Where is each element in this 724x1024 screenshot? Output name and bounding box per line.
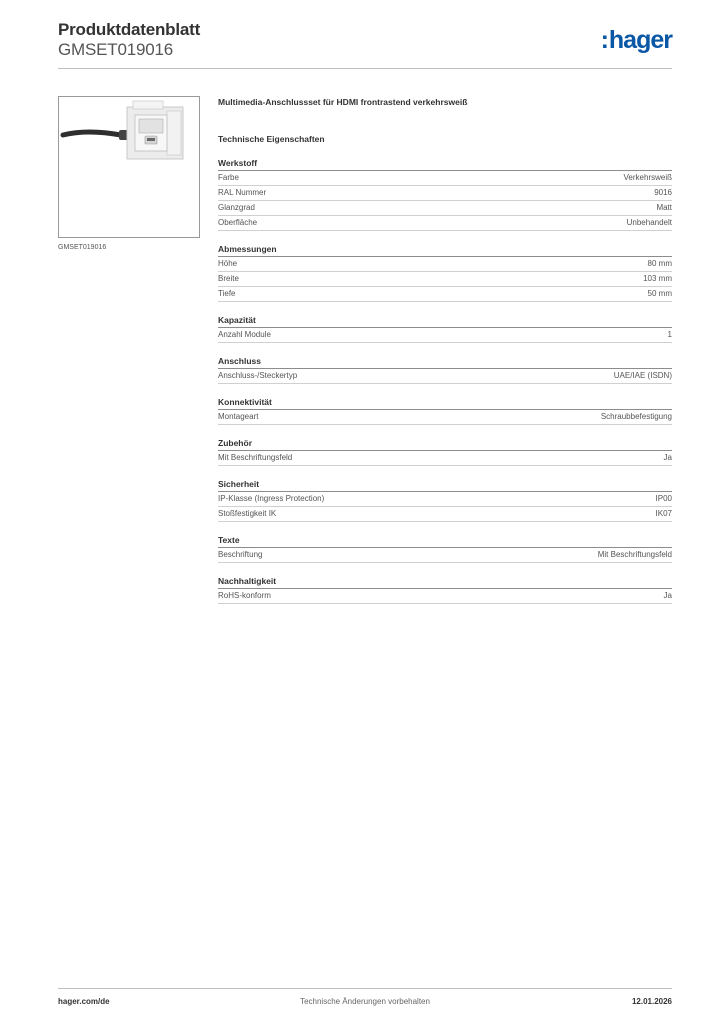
section-title: Kapazität [218, 314, 672, 328]
article-number: GMSET019016 [58, 40, 173, 59]
property-value: UAE/IAE (ISDN) [613, 371, 672, 380]
image-caption: GMSET019016 [58, 244, 107, 251]
product-image [58, 96, 200, 238]
property-section [218, 396, 672, 425]
property-label: Farbe [218, 173, 239, 182]
property-value: 1 [667, 330, 672, 339]
property-row [218, 216, 672, 231]
property-row [218, 171, 672, 186]
property-value: Verkehrsweiß [623, 173, 672, 182]
property-row [218, 410, 672, 425]
property-row [218, 186, 672, 201]
property-label: Tiefe [218, 289, 236, 298]
property-row [218, 257, 672, 272]
page-title: Produktdatenblatt [58, 20, 201, 39]
section-title: Zubehör [218, 437, 672, 451]
property-label: Oberfläche [218, 218, 258, 227]
property-value: IP00 [655, 494, 672, 503]
header-divider [58, 68, 672, 69]
product-details [218, 96, 672, 616]
properties-sections [218, 157, 672, 604]
property-row [218, 451, 672, 466]
property-value: Matt [656, 203, 672, 212]
property-section [218, 243, 672, 302]
property-row [218, 287, 672, 302]
section-title: Anschluss [218, 355, 672, 369]
footer-divider [58, 988, 672, 989]
property-label: RAL Nummer [218, 188, 267, 197]
logo-text: hager [608, 26, 672, 54]
property-value: Ja [663, 453, 672, 462]
property-label: Höhe [218, 259, 238, 268]
property-row [218, 369, 672, 384]
section-title: Nachhaltigkeit [218, 575, 672, 589]
property-value: 50 mm [647, 289, 672, 298]
section-title: Texte [218, 534, 672, 548]
property-label: Glanzgrad [218, 203, 255, 212]
property-value: 9016 [654, 188, 672, 197]
property-row [218, 272, 672, 287]
property-row [218, 589, 672, 604]
property-label: Montageart [218, 412, 259, 421]
property-label: Anzahl Module [218, 330, 271, 339]
property-value: Mit Beschriftungsfeld [597, 550, 672, 559]
property-label: Stoßfestigkeit IK [218, 509, 277, 518]
property-section [218, 478, 672, 522]
technical-properties-heading: Technische Eigenschaften [218, 134, 325, 144]
property-value: Schraubbefestigung [600, 412, 672, 421]
footer-disclaimer: Technische Änderungen vorbehalten [300, 997, 430, 1006]
property-label: Anschluss-/Steckertyp [218, 371, 298, 380]
property-label: Mit Beschriftungsfeld [218, 453, 293, 462]
property-section [218, 575, 672, 604]
property-value: 103 mm [643, 274, 672, 283]
section-title: Werkstoff [218, 157, 672, 171]
property-section [218, 534, 672, 563]
property-row [218, 492, 672, 507]
property-section [218, 314, 672, 343]
hager-logo: :hager [600, 26, 672, 54]
product-illustration [59, 97, 199, 237]
section-title: Abmessungen [218, 243, 672, 257]
property-value: IK07 [655, 509, 672, 518]
property-label: Beschriftung [218, 550, 263, 559]
footer-date: 12.01.2026 [631, 997, 672, 1006]
property-section [218, 157, 672, 231]
property-row [218, 507, 672, 522]
property-section [218, 355, 672, 384]
property-section [218, 437, 672, 466]
property-value: 80 mm [647, 259, 672, 268]
footer-website-link[interactable]: hager.com/de [58, 997, 110, 1006]
property-label: RoHS-konform [218, 591, 271, 600]
property-label: Breite [218, 274, 239, 283]
property-row [218, 201, 672, 216]
page-header [58, 20, 672, 70]
property-value: Unbehandelt [626, 218, 672, 227]
section-title: Konnektivität [218, 396, 672, 410]
product-name: Multimedia-Anschlussset für HDMI frontrastend verkehrsweiß [218, 97, 468, 107]
property-value: Ja [663, 591, 672, 600]
property-row [218, 548, 672, 563]
property-label: IP-Klasse (Ingress Protection) [218, 494, 325, 503]
property-row [218, 328, 672, 343]
section-title: Sicherheit [218, 478, 672, 492]
